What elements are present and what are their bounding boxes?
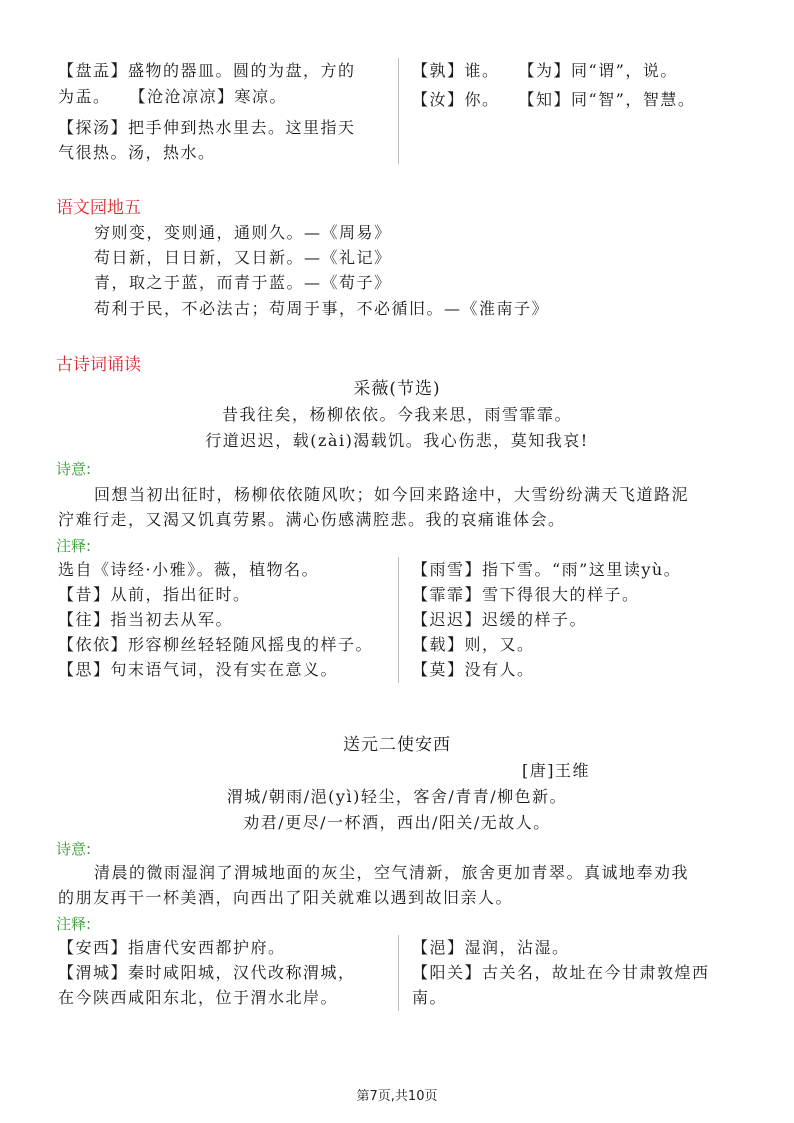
- poem-line: 昔我往矣，杨柳依依。今我来思，雨雪霏霏。: [221, 405, 572, 424]
- note-line: 【依依】形容柳丝轻轻随风摇曳的样子。: [58, 635, 374, 654]
- note-line: 【往】指当初去从军。: [58, 610, 234, 629]
- poem-title: 采薇(节选): [353, 379, 441, 399]
- meaning-label: 诗意:: [56, 460, 92, 478]
- note-line: 【浥】湿润，沾湿。: [412, 938, 570, 957]
- section-heading-gushi: 古诗词诵读: [56, 355, 141, 375]
- note-line: 【思】句末语气词，没有实在意义。: [58, 660, 339, 679]
- poem-line: 行道迟迟，载(zài)渴载饥。我心伤悲，莫知我哀!: [205, 431, 589, 450]
- notes-label: 注释:: [56, 915, 92, 933]
- poem-line: 渭城/朝雨/浥(yì)轻尘，客舍/青青/柳色新。: [226, 787, 568, 806]
- top-note-left-line: 【探汤】把手伸到热水里去。这里指天: [58, 118, 356, 137]
- top-note-right-line: 【孰】谁。 【为】同“谓”，说。: [412, 61, 678, 80]
- page-number: 第7页,共10页: [356, 1089, 438, 1104]
- meaning-line: 清晨的微雨湿润了渭城地面的灰尘，空气清新，旅舍更加青翠。真诚地奉劝我: [94, 863, 690, 882]
- meaning-line: 的朋友再干一杯美酒，向西出了阳关就难以遇到故旧亲人。: [58, 888, 514, 907]
- note-line: 选自《诗经·小雅》。薇，植物名。: [58, 560, 320, 579]
- column-divider: [398, 557, 399, 683]
- column-divider: [398, 58, 399, 164]
- meaning-line: 回想当初出征时，杨柳依依随风吹；如今回来路途中，大雪纷纷满天飞道路泥: [94, 485, 690, 504]
- note-line: 【阳关】古关名，故址在今甘肃敦煌西: [412, 963, 710, 982]
- quote-line: 苟日新，日日新，又日新。—《礼记》: [94, 248, 392, 267]
- section-heading-yuwen: 语文园地五: [56, 198, 141, 218]
- note-line: 【莫】没有人。: [412, 660, 535, 679]
- top-note-right-line: 【汝】你。 【知】同“智”，智慧。: [412, 90, 696, 109]
- top-note-left-line: 【盘盂】盛物的器皿。圆的为盘，方的: [58, 61, 356, 80]
- quote-line: 青，取之于蓝，而青于蓝。—《荀子》: [94, 273, 392, 292]
- poem-author: [唐]王维: [522, 761, 590, 780]
- note-line: 南。: [412, 988, 448, 1007]
- note-line: 【霏霏】雪下得很大的样子。: [412, 585, 640, 604]
- poem-title: 送元二使安西: [343, 735, 451, 755]
- note-line: 在今陕西咸阳东北，位于渭水北岸。: [58, 988, 339, 1007]
- poem-line: 劝君/更尽/一杯酒，西出/阳关/无故人。: [243, 813, 551, 832]
- meaning-label: 诗意:: [56, 840, 92, 858]
- column-divider: [398, 935, 399, 1011]
- note-line: 【昔】从前，指出征时。: [58, 585, 251, 604]
- note-line: 【迟迟】迟缓的样子。: [412, 610, 588, 629]
- quote-line: 穷则变，变则通，通则久。—《周易》: [94, 223, 392, 242]
- meaning-line: 泞难行走，又渴又饥真劳累。满心伤感满腔悲。我的哀痛谁体会。: [58, 510, 566, 529]
- notes-label: 注释:: [56, 537, 92, 555]
- note-line: 【雨雪】指下雪。“雨”这里读yù。: [412, 560, 682, 579]
- note-line: 【安西】指唐代安西都护府。: [58, 938, 286, 957]
- top-note-left-line: 为盂。 【沧沧凉凉】寒凉。: [58, 87, 288, 106]
- note-line: 【载】则，又。: [412, 635, 535, 654]
- quote-line: 苟利于民，不必法古；苟周于事，不必循旧。—《淮南子》: [94, 299, 550, 318]
- top-note-left-line: 气很热。汤，热水。: [58, 143, 216, 162]
- note-line: 【渭城】秦时咸阳城，汉代改称渭城，: [58, 963, 356, 982]
